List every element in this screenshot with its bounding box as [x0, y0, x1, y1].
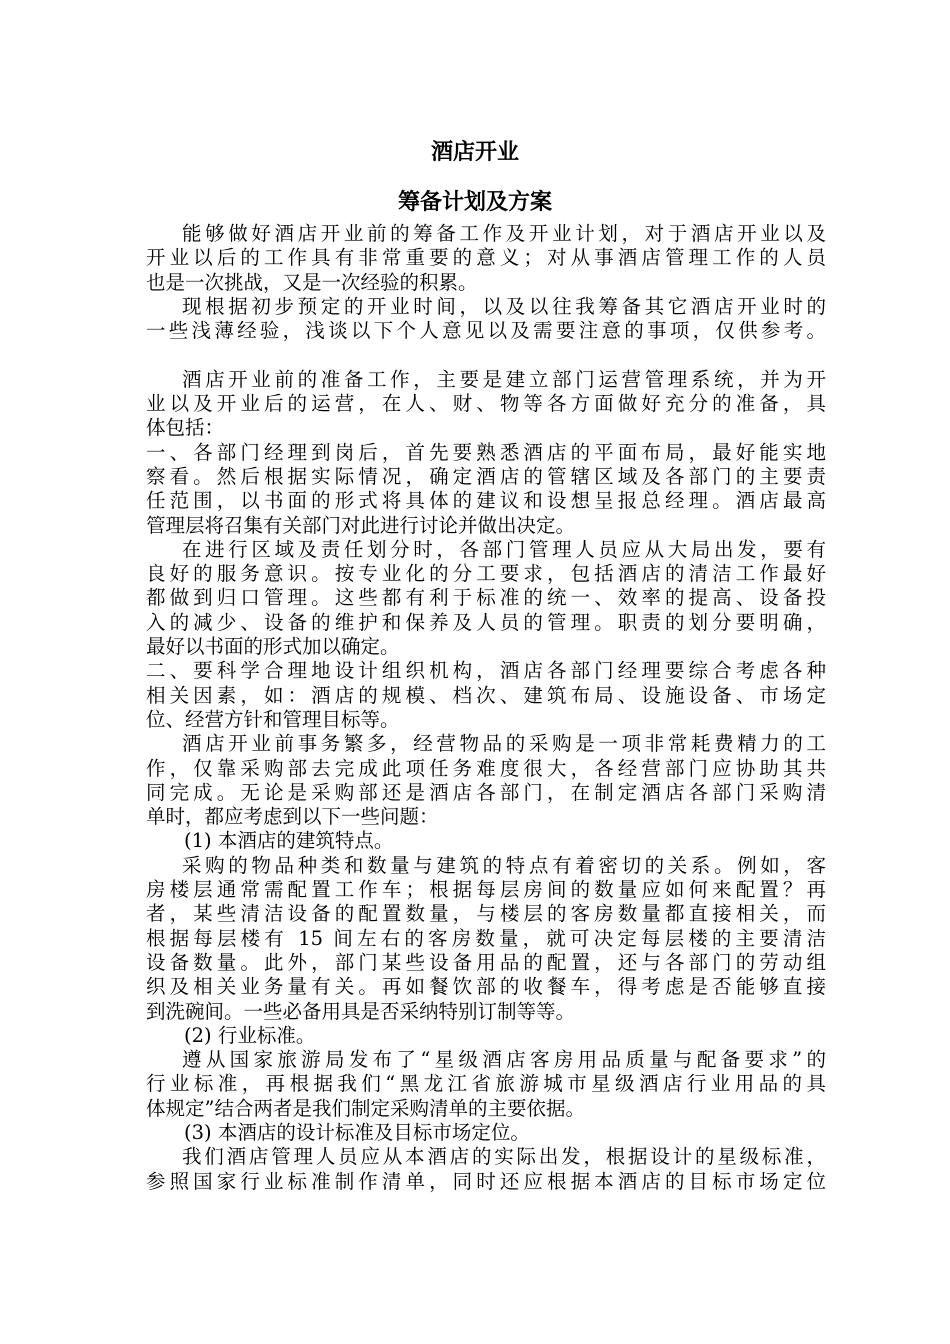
text-line: 作，仅靠采购部去完成此项任务难度很大，各经营部门应协助其共: [146, 756, 826, 780]
text-line: 察看。然后根据实际情况，确定酒店的管辖区域及各部门的主要责: [146, 464, 826, 488]
list-item-heading: (3) 本酒店的设计标准及目标市场定位。: [184, 1120, 530, 1144]
text-line: 房楼层通常需配置工作车；根据每层房间的数量应如何来配置？再: [146, 878, 826, 902]
blank-line: [146, 343, 826, 367]
text-line: 我们酒店管理人员应从本酒店的实际出发，根据设计的星级标准，: [182, 1145, 826, 1169]
text-line: 也是一次挑战，又是一次经验的积累。: [146, 270, 478, 294]
text-line: 二、要科学合理地设计组织机构，酒店各部门经理要综合考虑各种: [146, 659, 826, 683]
text-line: 位、经营方针和管理目标等。: [146, 707, 400, 731]
text-line: 设备数量。此外，部门某些设备用品的配置，还与各部门的劳动组: [146, 950, 826, 974]
text-line: 在进行区域及责任划分时，各部门管理人员应从大局出发，要有: [182, 537, 826, 561]
document-body: [146, 222, 826, 1194]
text-line: 开业以后的工作具有非常重要的意义；对从事酒店管理工作的人员: [146, 246, 826, 270]
text-line: 入的减少、设备的维护和保养及人员的管理。职责的划分要明确，: [146, 610, 826, 634]
text-line: 一、各部门经理到岗后，首先要熟悉酒店的平面布局，最好能实地: [146, 440, 826, 464]
text-line: 一些浅薄经验，浅谈以下个人意见以及需要注意的事项，仅供参考。: [146, 319, 826, 343]
text-line: 任范围，以书面的形式将具体的建议和设想呈报总经理。酒店最高: [146, 489, 826, 513]
text-line: 者，某些清洁设备的配置数量，与楼层的客房数量都直接相关，而: [146, 902, 826, 926]
text-line: 最好以书面的形式加以确定。: [146, 635, 400, 659]
text-line: 酒店开业前的准备工作，主要是建立部门运营管理系统，并为开: [182, 367, 826, 391]
text-line: 体规定”结合两者是我们制定采购清单的主要依据。: [146, 1096, 585, 1120]
text-line: 酒店开业前事务繁多，经营物品的采购是一项非常耗费精力的工: [182, 732, 826, 756]
document-title-line2: 筹备计划及方案: [397, 190, 552, 215]
text-line: 同完成。无论是采购部还是酒店各部门，在制定酒店各部门采购清: [146, 780, 826, 804]
text-line: 都做到归口管理。这些都有利于标准的统一、效率的提高、设备投: [146, 586, 826, 610]
list-item-heading: (2) 行业标准。: [184, 1023, 316, 1047]
text-line: 单时，都应考虑到以下一些问题：: [146, 805, 439, 829]
list-item-heading: (1) 本酒店的建筑特点。: [184, 829, 394, 853]
document-title-line1: 酒店开业: [430, 140, 519, 165]
text-line: 业以及开业后的运营，在人、财、物等各方面做好充分的准备，具: [146, 392, 826, 416]
text-line: 相关因素，如：酒店的规模、档次、建筑布局、设施设备、市场定: [146, 683, 826, 707]
text-line: 良好的服务意识。按专业化的分工要求，包括酒店的清洁工作最好: [146, 562, 826, 586]
text-line: 现根据初步预定的开业时间，以及以往我筹备其它酒店开业时的: [182, 294, 826, 318]
text-line: 能够做好酒店开业前的筹备工作及开业计划，对于酒店开业以及: [182, 222, 826, 245]
text-line: 体包括：: [146, 416, 225, 440]
text-line: 织及相关业务量有关。再如餐饮部的收餐车，得考虑是否能够直接: [146, 975, 826, 999]
text-line: 行业标准，再根据我们“黑龙江省旅游城市星级酒店行业用品的具: [146, 1072, 826, 1096]
text-line: 管理层将召集有关部门对此进行讨论并做出决定。: [146, 513, 576, 537]
text-line: 根据每层楼有 15 间左右的客房数量，就可决定每层楼的主要清洁: [146, 926, 826, 950]
text-line: 采购的物品种类和数量与建筑的特点有着密切的关系。例如，客: [182, 853, 826, 877]
text-line: 到洗碗间。一些必备用具是否采纳特别订制等等。: [146, 999, 576, 1023]
text-line: 遵从国家旅游局发布了“星级酒店客房用品质量与配备要求”的: [182, 1048, 826, 1072]
text-line: 参照国家行业标准制作清单，同时还应根据本酒店的目标市场定位: [146, 1169, 826, 1193]
